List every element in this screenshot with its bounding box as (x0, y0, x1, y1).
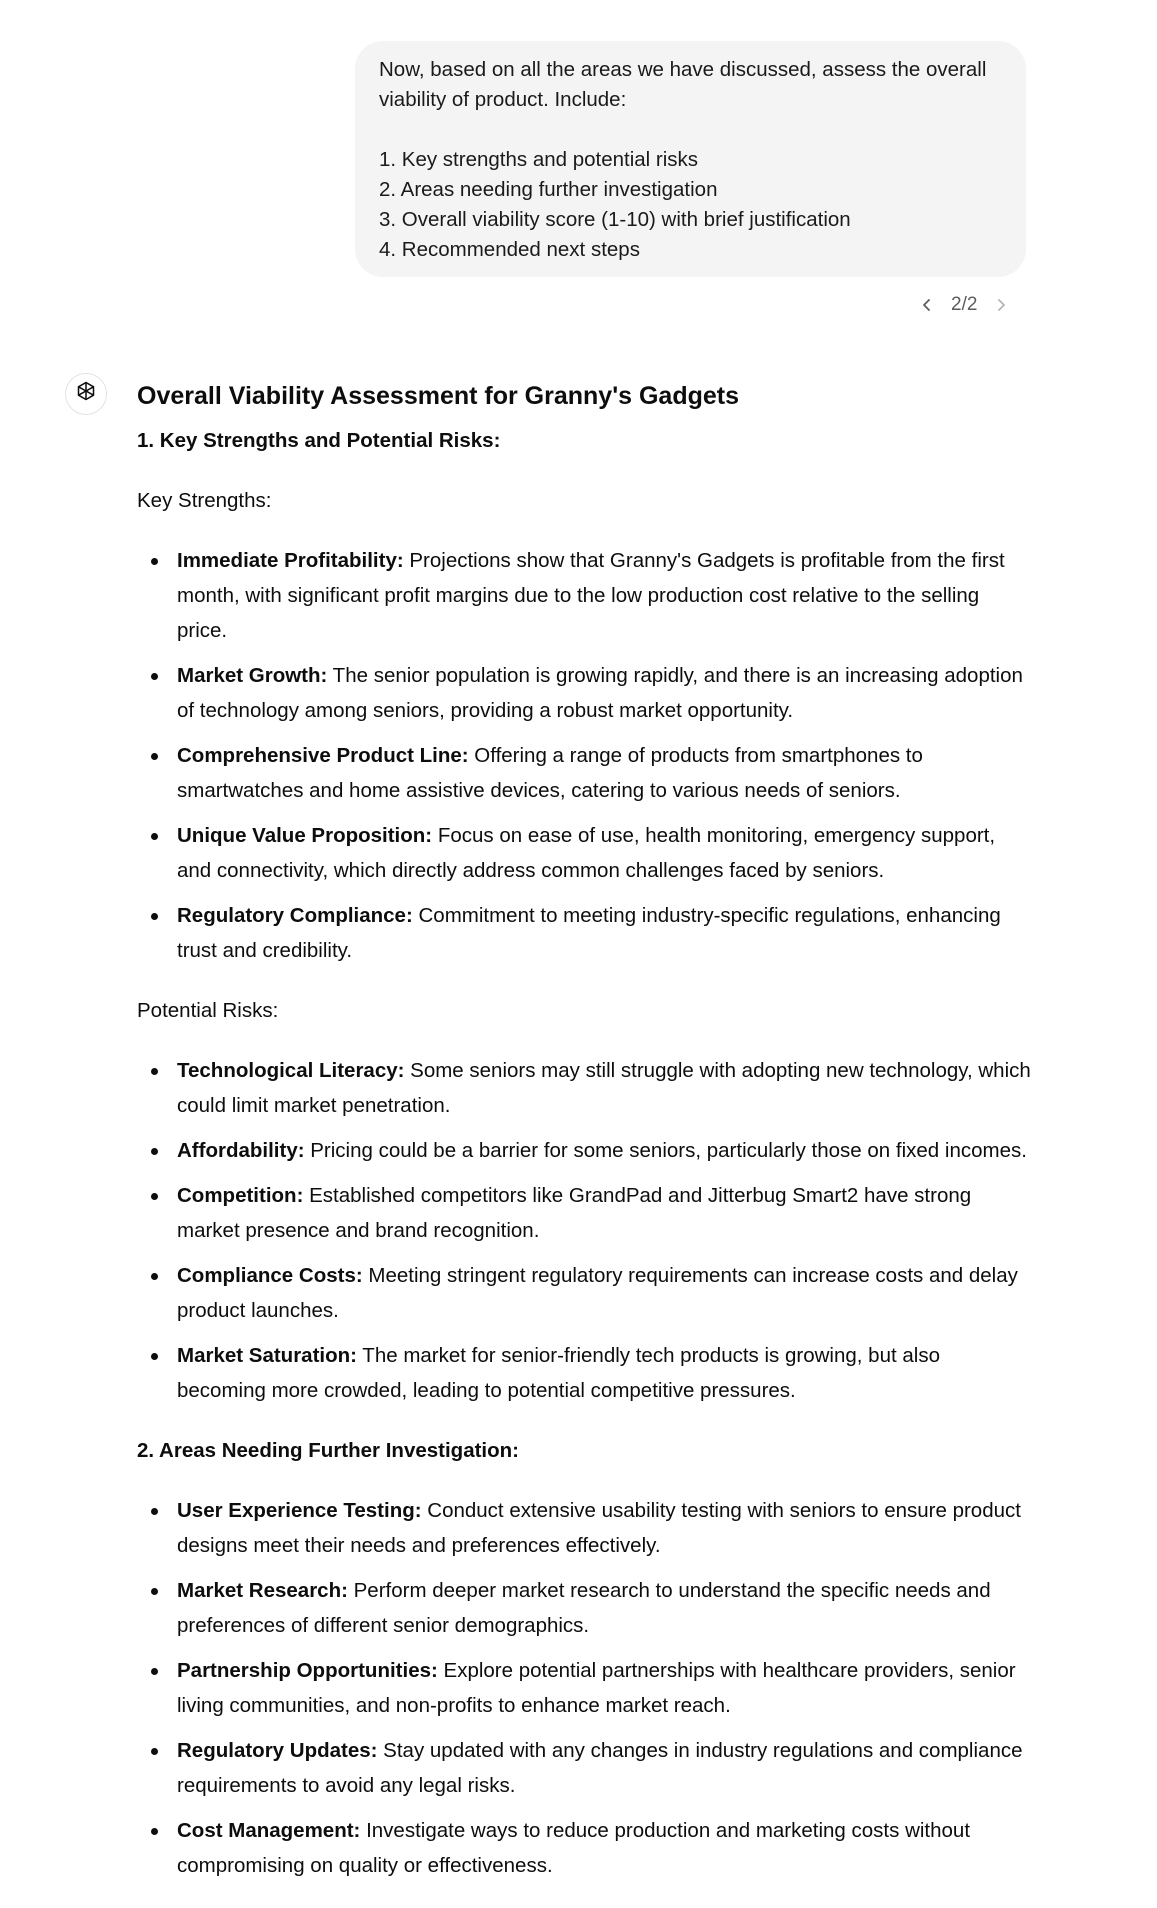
response-title: Overall Viability Assessment for Granny's Gadgets (137, 382, 740, 410)
user-message-item: 1. Key strengths and potential risks (379, 148, 699, 171)
list-item: Market Saturation: The market for senior-friendly tech products is growing, but also becoming more crowded, leading to potential competitive pressures. (177, 1338, 1033, 1408)
section-heading: 2. Areas Needing Further Investigation: (137, 1439, 519, 1462)
list-item: Immediate Profitability: Projections show that Granny's Gadgets is profitable from the first month, with significant profit margins due to the low production cost relative to the selling price. (177, 543, 1033, 648)
investigation-list (137, 1493, 1033, 1883)
response-pager (915, 290, 1013, 320)
assistant-response (137, 376, 1033, 1908)
user-message-item: 2. Areas needing further investigation (379, 178, 718, 201)
openai-logo-icon (73, 379, 99, 410)
list-item: Unique Value Proposition: Focus on ease of use, health monitoring, emergency support, and connectivity, which directly address common challenges faced by seniors. (177, 818, 1033, 888)
list-item: Technological Literacy: Some seniors may still struggle with adopting new technology, which could limit market penetration. (177, 1053, 1033, 1123)
section-heading: 1. Key Strengths and Potential Risks: (137, 429, 501, 452)
list-item: Affordability: Pricing could be a barrier for some seniors, particularly those on fixed incomes. (177, 1133, 1033, 1168)
list-item: Cost Management: Investigate ways to reduce production and marketing costs without compromising on quality or effectiveness. (177, 1813, 1033, 1883)
risks-list (137, 1053, 1033, 1408)
list-item: Regulatory Updates: Stay updated with any changes in industry regulations and compliance requirements to avoid any legal risks. (177, 1733, 1033, 1803)
user-message-intro: Now, based on all the areas we have discussed, assess the overall viability of product. Include: (379, 58, 987, 111)
list-item: Regulatory Compliance: Commitment to meeting industry-specific regulations, enhancing trust and credibility. (177, 898, 1033, 968)
chevron-left-icon[interactable] (915, 293, 939, 317)
user-message-item: 3. Overall viability score (1-10) with brief justification (379, 208, 851, 231)
user-message-item: 4. Recommended next steps (379, 238, 640, 261)
strengths-list (137, 543, 1033, 968)
list-item: Partnership Opportunities: Explore potential partnerships with healthcare providers, senior living communities, and non-profits to enhance market reach. (177, 1653, 1033, 1723)
user-message-bubble (355, 41, 1026, 277)
list-item: Market Growth: The senior population is growing rapidly, and there is an increasing adoption of technology among seniors, providing a robust market opportunity. (177, 658, 1033, 728)
subsection-heading: Potential Risks: (137, 999, 279, 1022)
subsection-heading: Key Strengths: (137, 489, 272, 512)
list-item: Comprehensive Product Line: Offering a range of products from smartphones to smartwatches and home assistive devices, catering to various needs of seniors. (177, 738, 1033, 808)
chevron-right-icon[interactable] (989, 293, 1013, 317)
list-item: Compliance Costs: Meeting stringent regulatory requirements can increase costs and delay product launches. (177, 1258, 1033, 1328)
list-item: Market Research: Perform deeper market research to understand the specific needs and preferences of different senior demographics. (177, 1573, 1033, 1643)
list-item: User Experience Testing: Conduct extensive usability testing with seniors to ensure product designs meet their needs and preferences effectively. (177, 1493, 1033, 1563)
assistant-avatar (65, 373, 107, 415)
list-item: Competition: Established competitors like GrandPad and Jitterbug Smart2 have strong market presence and brand recognition. (177, 1178, 1033, 1248)
pager-label: 2/2 (951, 294, 978, 315)
